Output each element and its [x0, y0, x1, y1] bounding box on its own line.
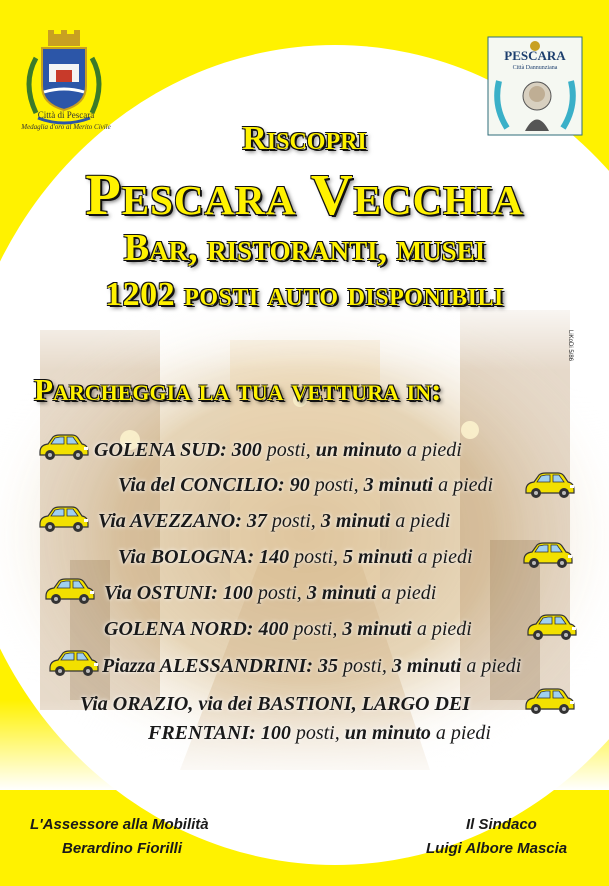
parking-row-concilio: Via del CONCILIO: 90 posti, 3 minuti a piedi — [118, 474, 494, 496]
parking-spots: 300 — [231, 439, 262, 461]
sindaco-name: Luigi Albore Mascia — [426, 840, 568, 857]
taxi-car-icon — [42, 576, 96, 606]
parcheggia-heading: Parcheggia la tua vettura in: — [34, 372, 442, 407]
parking-row-alessandrini: Piazza ALESSANDRINI: 35 posti, 3 minuti a piedi — [102, 655, 522, 677]
parking-row-avezzano: Via AVEZZANO: 37 posti, 3 minuti a piedi — [98, 510, 451, 532]
assessore-name: Berardino Fiorilli — [62, 840, 183, 857]
parking-row-golena-nord: GOLENA NORD: 400 posti, 3 minuti a piedi — [104, 618, 472, 640]
parking-row-orazio-line2: FRENTANI: 100 posti, un minuto a piedi — [148, 722, 491, 744]
headline-bar-ristoranti: Bar, ristoranti, musei — [123, 227, 486, 269]
taxi-car-icon — [46, 648, 100, 678]
medal-caption: Medaglia d'oro al Merito Civile — [21, 123, 111, 131]
parking-row-golena-sud: GOLENA SUD: 300 posti, un minuto a piedi — [94, 439, 462, 461]
logo-subtitle: Città Dannunziana — [512, 65, 558, 71]
taxi-car-icon — [522, 470, 576, 500]
parking-row-bologna: Via BOLOGNA: 140 posti, 5 minuti a piedi — [118, 546, 473, 568]
taxi-car-icon — [36, 504, 90, 534]
parking-name: GOLENA SUD: — [94, 439, 227, 461]
headline-pescara-vecchia: Pescara Vecchia — [85, 162, 524, 227]
sindaco-title: Il Sindaco — [466, 816, 537, 833]
taxi-car-icon — [520, 540, 574, 570]
taxi-car-icon — [522, 686, 576, 716]
side-note: LiKoDi 5/86 — [567, 330, 573, 362]
city-name-caption: Città di Pescara — [37, 110, 95, 120]
headline-posti-auto: 1202 posti auto disponibili — [105, 276, 504, 313]
taxi-car-icon — [524, 612, 578, 642]
parking-row-ostuni: Via OSTUNI: 100 posti, 3 minuti a piedi — [104, 582, 437, 604]
logo-title: PESCARA — [504, 48, 566, 63]
headline-riscopri: Riscopri — [242, 120, 367, 157]
parking-row-orazio-line1: Via ORAZIO, via dei BASTIONI, LARGO DEI — [80, 693, 471, 715]
assessore-title: L'Assessore alla Mobilità — [30, 816, 209, 833]
taxi-car-icon — [36, 432, 90, 462]
parking-walk: un minuto — [315, 439, 402, 461]
